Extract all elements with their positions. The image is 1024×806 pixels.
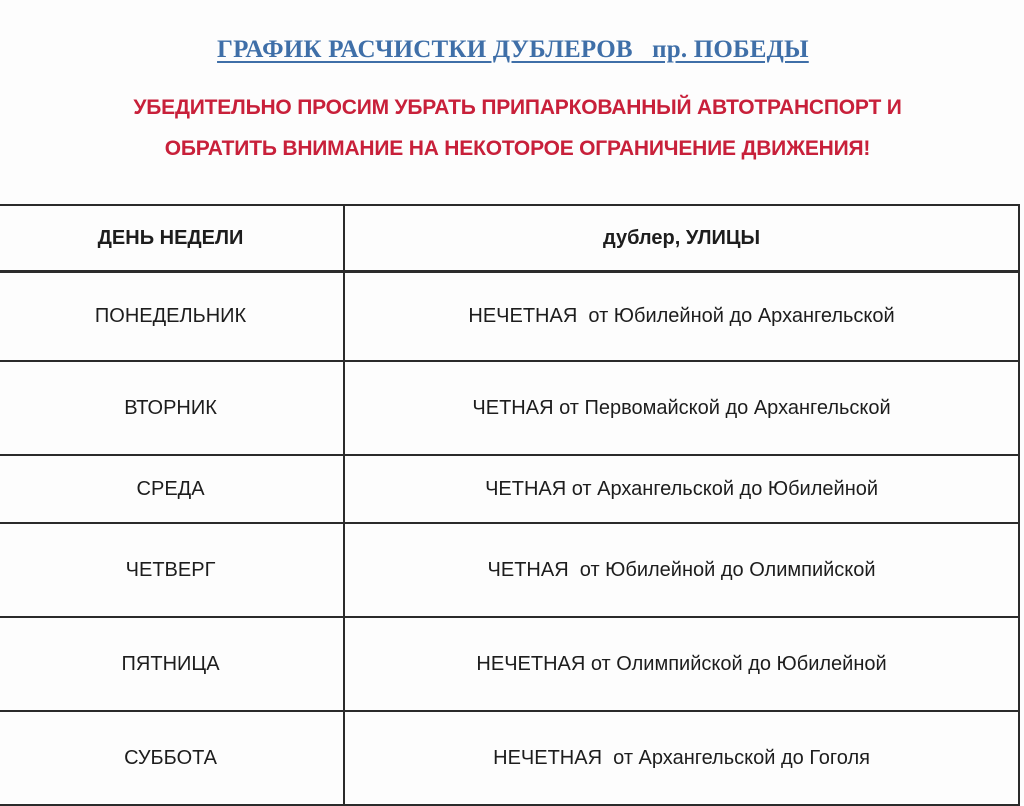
notice-line-1: УБЕДИТЕЛЬНО ПРОСИМ УБРАТЬ ПРИПАРКОВАННЫЙ АВТОТРАНСПОРТ И — [133, 96, 902, 119]
street-cell: НЕЧЕТНАЯ от Олимпийской до Юбилейной — [344, 617, 1019, 711]
day-cell: ПОНЕДЕЛЬНИК — [0, 272, 344, 362]
notice-line-2: ОБРАТИТЬ ВНИМАНИЕ НА НЕКОТОРОЕ ОГРАНИЧЕНИЕ ДВИЖЕНИЯ! — [164, 137, 871, 160]
table-row — [0, 361, 1019, 455]
page-title — [0, 8, 1000, 92]
table-row — [0, 272, 1019, 362]
day-cell: СУББОТА — [0, 711, 344, 805]
schedule-table — [0, 204, 1020, 806]
street-cell: ЧЕТНАЯ от Юбилейной до Олимпийской — [344, 523, 1019, 617]
day-cell: ВТОРНИК — [0, 361, 344, 455]
day-cell: ПЯТНИЦА — [0, 617, 344, 711]
table-header-row — [0, 205, 1019, 272]
street-cell: ЧЕТНАЯ от Первомайской до Архангельской — [344, 361, 1019, 455]
page-title-text: ГРАФИК РАСЧИСТКИ ДУБЛЕРОВ пр. ПОБЕДЫ — [217, 36, 809, 63]
street-cell: НЕЧЕТНАЯ от Юбилейной до Архангельской — [344, 272, 1019, 362]
table-row — [0, 523, 1019, 617]
table-row — [0, 455, 1019, 523]
street-cell: НЕЧЕТНАЯ от Архангельской до Гоголя — [344, 711, 1019, 805]
day-cell: СРЕДА — [0, 455, 344, 523]
street-cell: ЧЕТНАЯ от Архангельской до Юбилейной — [344, 455, 1019, 523]
day-cell: ЧЕТВЕРГ — [0, 523, 344, 617]
table-row — [0, 617, 1019, 711]
table-row — [0, 711, 1019, 805]
header-day-of-week: ДЕНЬ НЕДЕЛИ — [0, 205, 344, 272]
header-street: дублер, УЛИЦЫ — [344, 205, 1019, 272]
